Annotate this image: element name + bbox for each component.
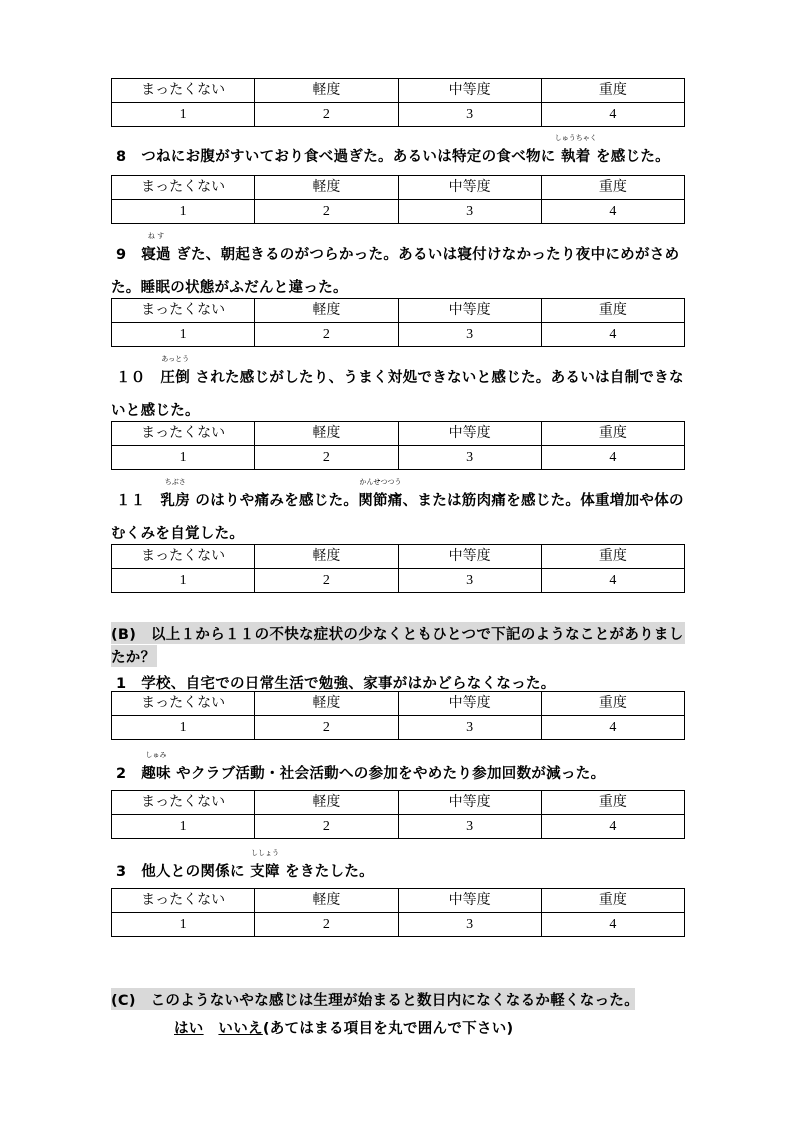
rating-table xyxy=(111,544,685,593)
section-b-heading-line2: たか？ xyxy=(111,650,156,666)
rating-table xyxy=(111,175,685,224)
rating-label: 重度 xyxy=(541,299,684,323)
rating-option[interactable]: 1 xyxy=(112,716,255,740)
rating-option[interactable]: 3 xyxy=(398,815,541,839)
rating-option[interactable]: 3 xyxy=(398,716,541,740)
question-b2 xyxy=(116,751,606,783)
rating-option[interactable]: 4 xyxy=(541,569,684,593)
rating-labels-row xyxy=(112,889,685,913)
rating-label: 重度 xyxy=(541,692,684,716)
rating-table xyxy=(111,298,685,347)
rating-label: まったくない xyxy=(112,79,255,103)
rating-option[interactable]: 4 xyxy=(541,103,684,127)
rating-label: 中等度 xyxy=(398,791,541,815)
rating-label: まったくない xyxy=(112,545,255,569)
question-8 xyxy=(116,134,670,166)
ruby-base: 圧倒 xyxy=(160,370,191,386)
question-text: 他人との関係に xyxy=(141,864,245,880)
rating-option[interactable]: 2 xyxy=(255,200,398,224)
rating-option[interactable]: 2 xyxy=(255,716,398,740)
rating-labels-row xyxy=(112,692,685,716)
rating-label: 中等度 xyxy=(398,176,541,200)
question-number: 1 xyxy=(116,676,127,692)
question-11 xyxy=(116,478,684,510)
rating-label: 軽度 xyxy=(255,176,398,200)
rating-option[interactable]: 3 xyxy=(398,200,541,224)
rating-values-row xyxy=(112,913,685,937)
furigana: ちぶさ xyxy=(164,478,186,486)
rating-label: 重度 xyxy=(541,79,684,103)
rating-label: 軽度 xyxy=(255,791,398,815)
rating-option[interactable]: 2 xyxy=(255,446,398,470)
question-text: 学校、自宅での日常生活で勉強、家事がはかどらなくなった。 xyxy=(141,676,556,692)
rating-label: 中等度 xyxy=(398,889,541,913)
rating-label: 重度 xyxy=(541,791,684,815)
furigana: かんせつつう xyxy=(359,478,402,486)
rating-table xyxy=(111,78,685,127)
ruby-base: 関節痛 xyxy=(358,493,403,509)
ruby-base: 寝過 xyxy=(141,247,171,263)
question-text-end: 、または筋肉痛を感じた。体重増加や体の xyxy=(402,493,684,509)
rating-option[interactable]: 2 xyxy=(255,913,398,937)
rating-option[interactable]: 2 xyxy=(255,103,398,127)
section-c-heading: (C) このようないやな感じは生理が始まると数日内になくなるか軽くなった。 xyxy=(111,993,639,1009)
rating-option[interactable]: 1 xyxy=(112,103,255,127)
furigana: しゅうちゃく xyxy=(554,134,597,142)
rating-option[interactable]: 3 xyxy=(398,913,541,937)
rating-label: 中等度 xyxy=(398,422,541,446)
rating-option[interactable]: 3 xyxy=(398,323,541,347)
rating-label: まったくない xyxy=(112,889,255,913)
rating-option[interactable]: 1 xyxy=(112,200,255,224)
furigana: あっとう xyxy=(161,355,190,363)
answer-instruction: (あてはまる項目を丸で囲んで下さい) xyxy=(262,1021,514,1037)
rating-labels-row xyxy=(112,79,685,103)
rating-labels-row xyxy=(112,545,685,569)
rating-label: まったくない xyxy=(112,422,255,446)
rating-label: 軽度 xyxy=(255,299,398,323)
ruby-word xyxy=(141,751,171,783)
ruby-word xyxy=(141,232,171,264)
section-b-heading: (B) 以上１から１１の不快な症状の少なくともひとつで下記のようなことがありまし xyxy=(111,627,684,643)
question-number: 3 xyxy=(116,864,127,880)
question-text: やクラブ活動・社会活動への参加をやめたり参加回数が減った。 xyxy=(176,766,606,782)
rating-option[interactable]: 1 xyxy=(112,569,255,593)
question-number: 2 xyxy=(116,766,127,782)
rating-option[interactable]: 4 xyxy=(541,815,684,839)
ruby-word xyxy=(358,478,403,510)
question-number: １１ xyxy=(116,493,146,509)
rating-values-row xyxy=(112,446,685,470)
question-text-end: をきたした。 xyxy=(285,864,374,880)
ruby-base: 執着 xyxy=(560,149,591,165)
rating-label: 軽度 xyxy=(255,692,398,716)
question-text-end: を感じた。 xyxy=(595,149,670,165)
rating-labels-row xyxy=(112,176,685,200)
ruby-base: 乳房 xyxy=(160,493,191,509)
question-number: １０ xyxy=(116,370,146,386)
rating-option[interactable]: 2 xyxy=(255,815,398,839)
ruby-word xyxy=(250,849,280,881)
question-11-line2: むくみを自覚した。 xyxy=(111,526,245,542)
furigana: ししょう xyxy=(250,849,279,857)
ruby-word xyxy=(160,355,191,387)
rating-labels-row xyxy=(112,299,685,323)
question-b3 xyxy=(116,849,374,881)
yes-option[interactable]: はい xyxy=(174,1021,204,1037)
rating-values-row xyxy=(112,815,685,839)
question-text: つねにお腹がすいており食べ過ぎた。あるいは特定の食べ物に xyxy=(141,149,556,165)
rating-label: まったくない xyxy=(112,176,255,200)
rating-option[interactable]: 4 xyxy=(541,446,684,470)
rating-table xyxy=(111,790,685,839)
rating-label: 中等度 xyxy=(398,79,541,103)
question-10-line2: いと感じた。 xyxy=(111,403,200,419)
rating-option[interactable]: 1 xyxy=(112,913,255,937)
rating-table xyxy=(111,691,685,740)
rating-label: 中等度 xyxy=(398,545,541,569)
question-text: された感じがしたり、うまく対処できないと感じた。あるいは自制できな xyxy=(195,370,684,386)
rating-label: 重度 xyxy=(541,545,684,569)
rating-option[interactable]: 1 xyxy=(112,446,255,470)
rating-label: 重度 xyxy=(541,176,684,200)
question-9 xyxy=(116,232,680,264)
rating-label: 中等度 xyxy=(398,692,541,716)
rating-table xyxy=(111,421,685,470)
rating-label: まったくない xyxy=(112,299,255,323)
rating-label: 軽度 xyxy=(255,889,398,913)
question-9-line2: た。睡眠の状態がふだんと違った。 xyxy=(111,280,348,296)
rating-label: 軽度 xyxy=(255,422,398,446)
rating-label: まったくない xyxy=(112,692,255,716)
rating-values-row xyxy=(112,716,685,740)
rating-labels-row xyxy=(112,791,685,815)
rating-label: 軽度 xyxy=(255,79,398,103)
rating-option[interactable]: 3 xyxy=(398,103,541,127)
rating-values-row xyxy=(112,323,685,347)
rating-label: 重度 xyxy=(541,889,684,913)
no-option[interactable]: いいえ xyxy=(218,1021,263,1037)
question-number: 9 xyxy=(116,247,127,263)
rating-table xyxy=(111,888,685,937)
ruby-word xyxy=(554,134,597,166)
rating-option[interactable]: 1 xyxy=(112,323,255,347)
rating-option[interactable]: 2 xyxy=(255,569,398,593)
rating-option[interactable]: 4 xyxy=(541,913,684,937)
ruby-base: 支障 xyxy=(250,864,280,880)
rating-option[interactable]: 4 xyxy=(541,716,684,740)
rating-label: 中等度 xyxy=(398,299,541,323)
question-b1 xyxy=(116,672,556,693)
rating-label: 軽度 xyxy=(255,545,398,569)
rating-option[interactable]: 3 xyxy=(398,446,541,470)
rating-labels-row xyxy=(112,422,685,446)
question-text: ぎた、朝起きるのがつらかった。あるいは寝付けなかったり夜中にめがさめ xyxy=(176,247,680,263)
ruby-base: 趣味 xyxy=(141,766,171,782)
question-text: のはりや痛みを感じた。 xyxy=(195,493,359,509)
rating-values-row xyxy=(112,200,685,224)
furigana: しゅみ xyxy=(145,751,167,759)
rating-label: まったくない xyxy=(112,791,255,815)
rating-label: 重度 xyxy=(541,422,684,446)
rating-option[interactable]: 3 xyxy=(398,569,541,593)
section-c-answer xyxy=(174,1017,513,1038)
rating-option[interactable]: 4 xyxy=(541,323,684,347)
rating-values-row xyxy=(112,569,685,593)
rating-option[interactable]: 4 xyxy=(541,200,684,224)
ruby-word xyxy=(160,478,191,510)
furigana: ね す xyxy=(147,232,165,240)
question-number: 8 xyxy=(116,149,127,165)
rating-option[interactable]: 1 xyxy=(112,815,255,839)
rating-values-row xyxy=(112,103,685,127)
rating-option[interactable]: 2 xyxy=(255,323,398,347)
question-10 xyxy=(116,355,684,387)
